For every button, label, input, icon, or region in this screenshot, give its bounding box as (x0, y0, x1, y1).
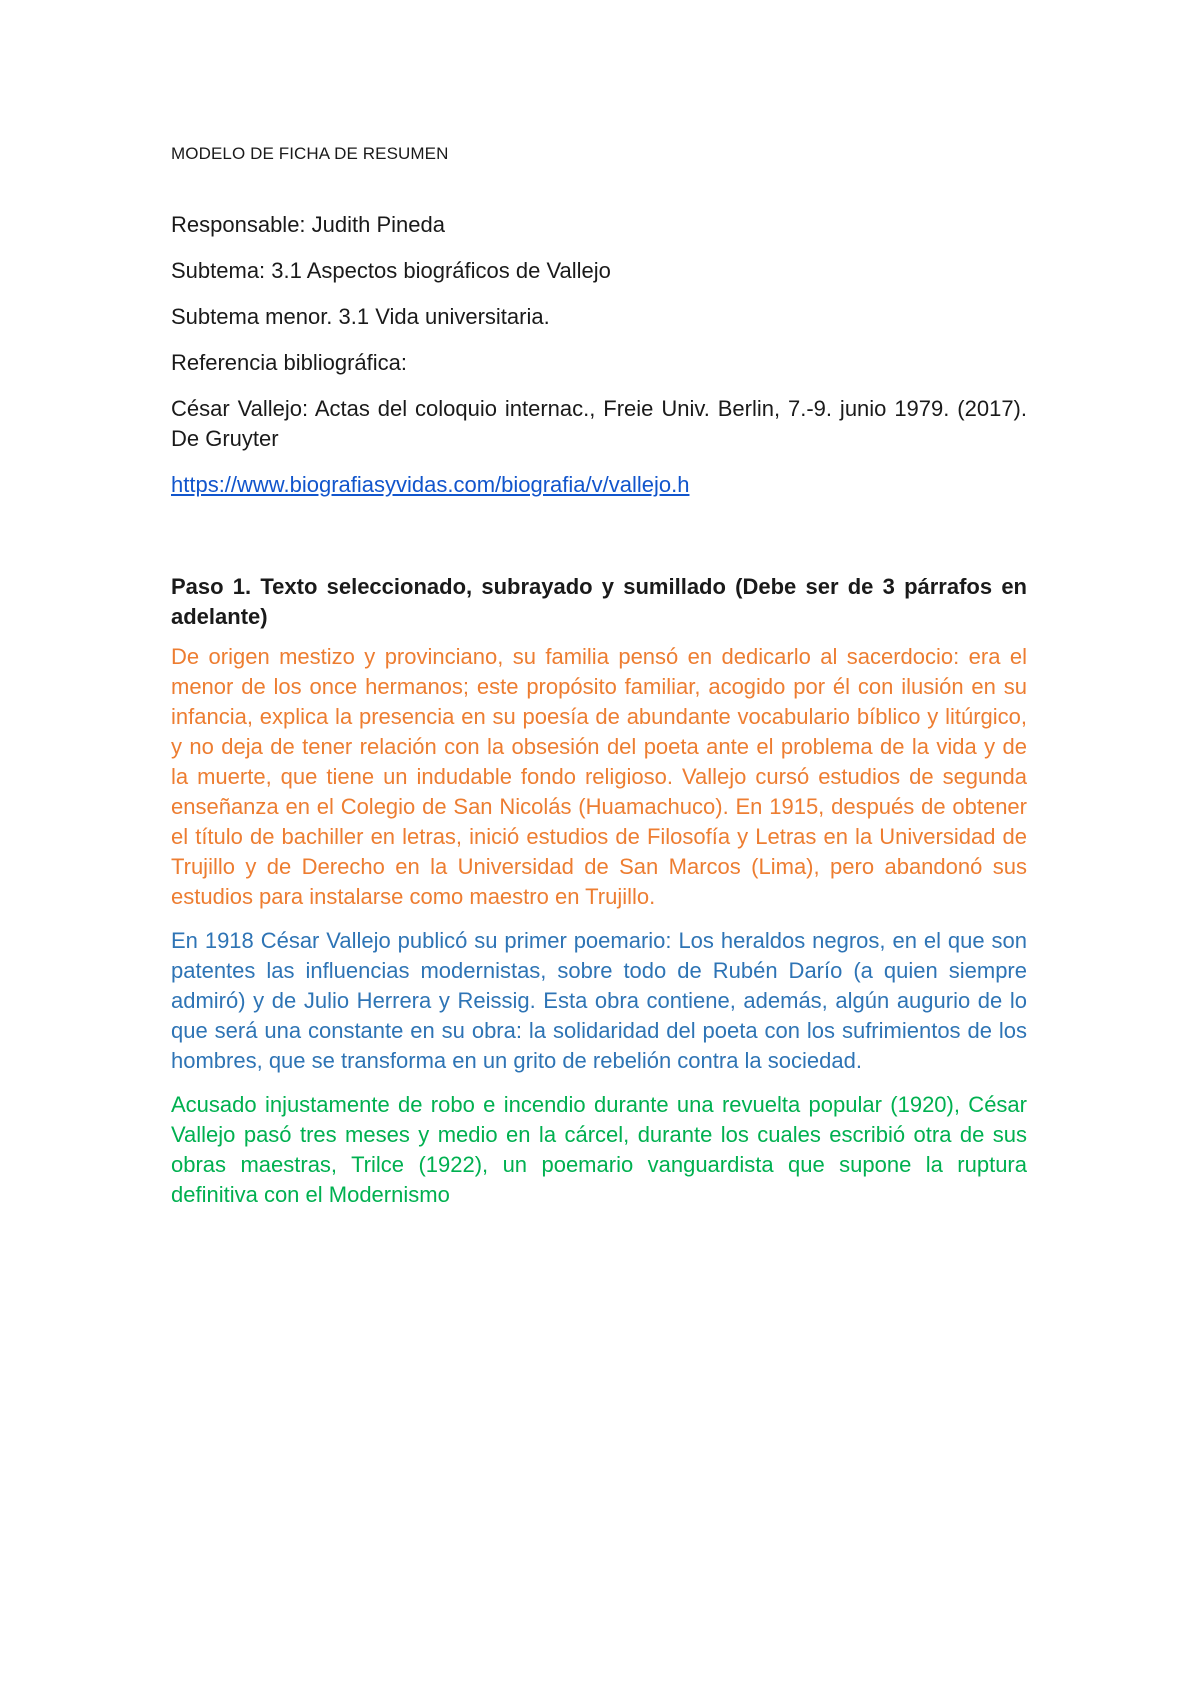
subtema-menor-line: Subtema menor. 3.1 Vida universitaria. (171, 304, 550, 329)
responsable-line: Responsable: Judith Pineda (171, 212, 445, 237)
step1-heading: Paso 1. Texto seleccionado, subrayado y sumillado (Debe ser de 3 párrafos en adelante) (171, 574, 1027, 629)
referencia-text: César Vallejo: Actas del coloquio internac., Freie Univ. Berlin, 7.-9. junio 1979. (2017). De Gruyter (171, 396, 1027, 451)
step1-paragraph-1: De origen mestizo y provinciano, su familia pensó en dedicarlo al sacerdocio: era el menor de los once hermanos; este propósito familiar, acogido por él con ilusión en su infancia, explica la presencia en su poesía de abundante vocabulario bíblico y litúrgico, y no deja de tener relación con la obsesión del poeta ante el problema de la vida y de la muerte, que tiene un indudable fondo religioso. Vallejo cursó estudios de segunda enseñanza en el Colegio de San Nicolás (Huamachuco). En 1915, después de obtener el título de bachiller en letras, inició estudios de Filosofía y Letras en la Universidad de Trujillo y de Derecho en la Universidad de San Marcos (Lima), pero abandonó sus estudios para instalarse como maestro en Trujillo. (171, 644, 1027, 909)
document-body (171, 142, 1027, 1224)
subtema-line: Subtema: 3.1 Aspectos biográficos de Vallejo (171, 258, 611, 283)
step1-paragraph-3: Acusado injustamente de robo e incendio durante una revuelta popular (1920), César Vallejo pasó tres meses y medio en la cárcel, durante los cuales escribió otra de sus obras maestras, Trilce (1922), un poemario vanguardista que supone la ruptura definitiva con el Modernismo (171, 1092, 1027, 1207)
referencia-label: Referencia bibliográfica: (171, 350, 408, 375)
document-title: MODELO DE FICHA DE RESUMEN (171, 144, 449, 163)
referencia-link[interactable]: https://www.biografiasyvidas.com/biografia/v/vallejo.h (171, 472, 690, 497)
step1-paragraph-2: En 1918 César Vallejo publicó su primer poemario: Los heraldos negros, en el que son patentes las influencias modernistas, sobre todo de Rubén Darío (a quien siempre admiró) y de Julio Herrera y Reissig. Esta obra contiene, además, algún augurio de lo que será una constante en su obra: la solidaridad del poeta con los sufrimientos de los hombres, que se transforma en un grito de rebelión contra la sociedad. (171, 928, 1027, 1073)
